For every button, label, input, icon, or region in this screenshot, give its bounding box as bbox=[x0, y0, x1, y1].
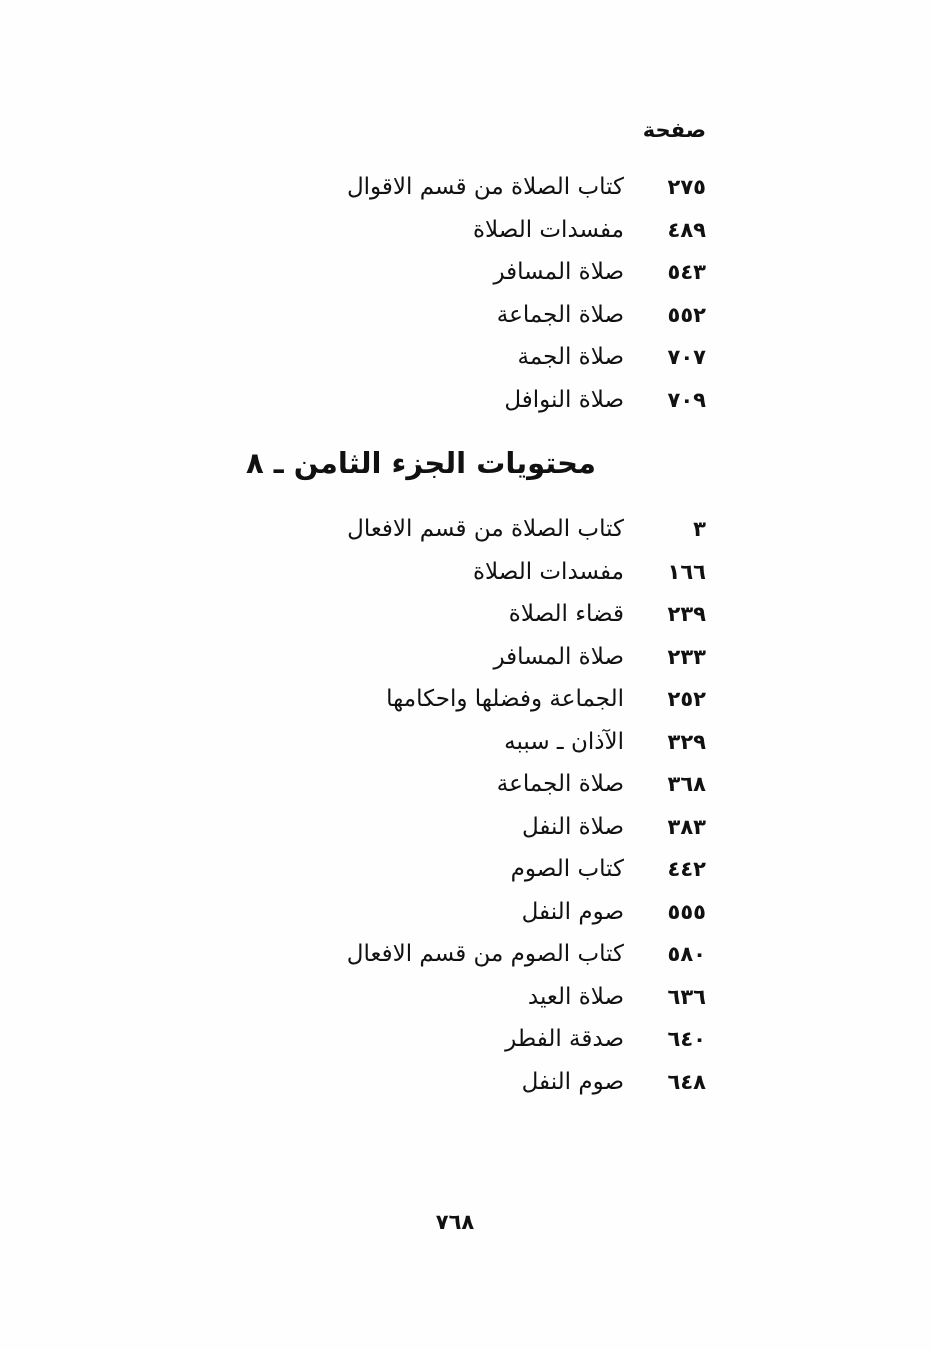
toc-entry-title: مفسدات الصلاة bbox=[472, 216, 624, 243]
toc-entry-title: صلاة النوافل bbox=[504, 386, 624, 413]
toc-list-part7 bbox=[0, 166, 932, 421]
toc-page-number: ٣٦٨ bbox=[667, 772, 706, 796]
toc-row bbox=[0, 508, 932, 551]
toc-list-part8 bbox=[0, 508, 932, 1103]
toc-row bbox=[0, 721, 932, 764]
toc-page-number: ٢٥٢ bbox=[667, 687, 706, 711]
toc-page-number: ٢٣٣ bbox=[667, 644, 706, 669]
toc-row bbox=[0, 209, 932, 252]
toc-page-number: ٥٨٠ bbox=[667, 942, 706, 966]
section-heading: محتويات الجزء الثامن ـ ٨ bbox=[246, 446, 596, 480]
toc-entry-title: صلاة المسافر bbox=[493, 643, 624, 670]
toc-entry-title: كتاب الصوم bbox=[510, 856, 624, 882]
toc-entry-title: قضاء الصلاة bbox=[508, 601, 624, 627]
toc-row bbox=[0, 678, 932, 721]
toc-row bbox=[0, 593, 932, 636]
toc-page-number: ٥٥٢ bbox=[667, 302, 706, 327]
toc-page-number: ٦٤٨ bbox=[667, 1069, 706, 1094]
toc-page-number: ٢٣٩ bbox=[667, 602, 706, 626]
toc-page-number: ٣ bbox=[693, 517, 706, 541]
toc-page-number: ٧٠٧ bbox=[667, 345, 706, 369]
toc-entry-title: الجماعة وفضلها واحكامها bbox=[386, 686, 624, 712]
toc-page-number: ٣٨٣ bbox=[667, 814, 706, 839]
toc-page-number: ٦٣٦ bbox=[667, 984, 706, 1009]
toc-entry-title: صوم النفل bbox=[521, 1068, 624, 1095]
toc-row bbox=[0, 636, 932, 679]
toc-row bbox=[0, 806, 932, 849]
toc-row bbox=[0, 294, 932, 337]
toc-entry-title: كتاب الصوم من قسم الافعال bbox=[346, 941, 624, 967]
toc-row bbox=[0, 1018, 932, 1061]
toc-page-number: ٧٠٩ bbox=[667, 387, 706, 412]
toc-row bbox=[0, 1061, 932, 1104]
toc-entry-title: صلاة الجماعة bbox=[496, 301, 624, 328]
toc-entry-title: كتاب الصلاة من قسم الافعال bbox=[347, 516, 624, 542]
page-column-header: صفحة bbox=[642, 118, 706, 142]
toc-page-number: ٥٥٥ bbox=[667, 899, 706, 924]
toc-entry-title: مفسدات الصلاة bbox=[472, 558, 624, 585]
toc-row bbox=[0, 379, 932, 422]
page-number: ٧٦٨ bbox=[435, 1210, 475, 1234]
toc-page-number: ٣٢٩ bbox=[667, 729, 706, 754]
toc-row bbox=[0, 891, 932, 934]
toc-row bbox=[0, 251, 932, 294]
toc-row bbox=[0, 551, 932, 594]
toc-page-number: ٦٤٠ bbox=[667, 1027, 706, 1051]
toc-row bbox=[0, 166, 932, 209]
toc-page-number: ٥٤٣ bbox=[667, 260, 706, 284]
toc-entry-title: صوم النفل bbox=[521, 898, 624, 925]
toc-row bbox=[0, 848, 932, 891]
toc-row bbox=[0, 933, 932, 976]
toc-entry-title: صلاة المسافر bbox=[493, 259, 624, 285]
toc-row bbox=[0, 763, 932, 806]
toc-entry-title: صلاة العيد bbox=[527, 983, 624, 1010]
toc-row bbox=[0, 976, 932, 1019]
toc-page-number: ٤٨٩ bbox=[667, 217, 706, 242]
toc-page-number: ١٦٦ bbox=[667, 559, 706, 584]
toc-page-number: ٢٧٥ bbox=[667, 175, 706, 199]
toc-entry-title: كتاب الصلاة من قسم الاقوال bbox=[346, 174, 624, 200]
toc-row bbox=[0, 336, 932, 379]
toc-page-number: ٤٤٢ bbox=[667, 857, 706, 881]
toc-entry-title: صلاة الجماعة bbox=[496, 771, 624, 797]
toc-entry-title: صلاة الجمة bbox=[517, 344, 624, 370]
toc-entry-title: صدقة الفطر bbox=[505, 1026, 624, 1052]
toc-entry-title: الآذان ـ سببه bbox=[504, 728, 624, 755]
toc-entry-title: صلاة النفل bbox=[521, 813, 624, 840]
